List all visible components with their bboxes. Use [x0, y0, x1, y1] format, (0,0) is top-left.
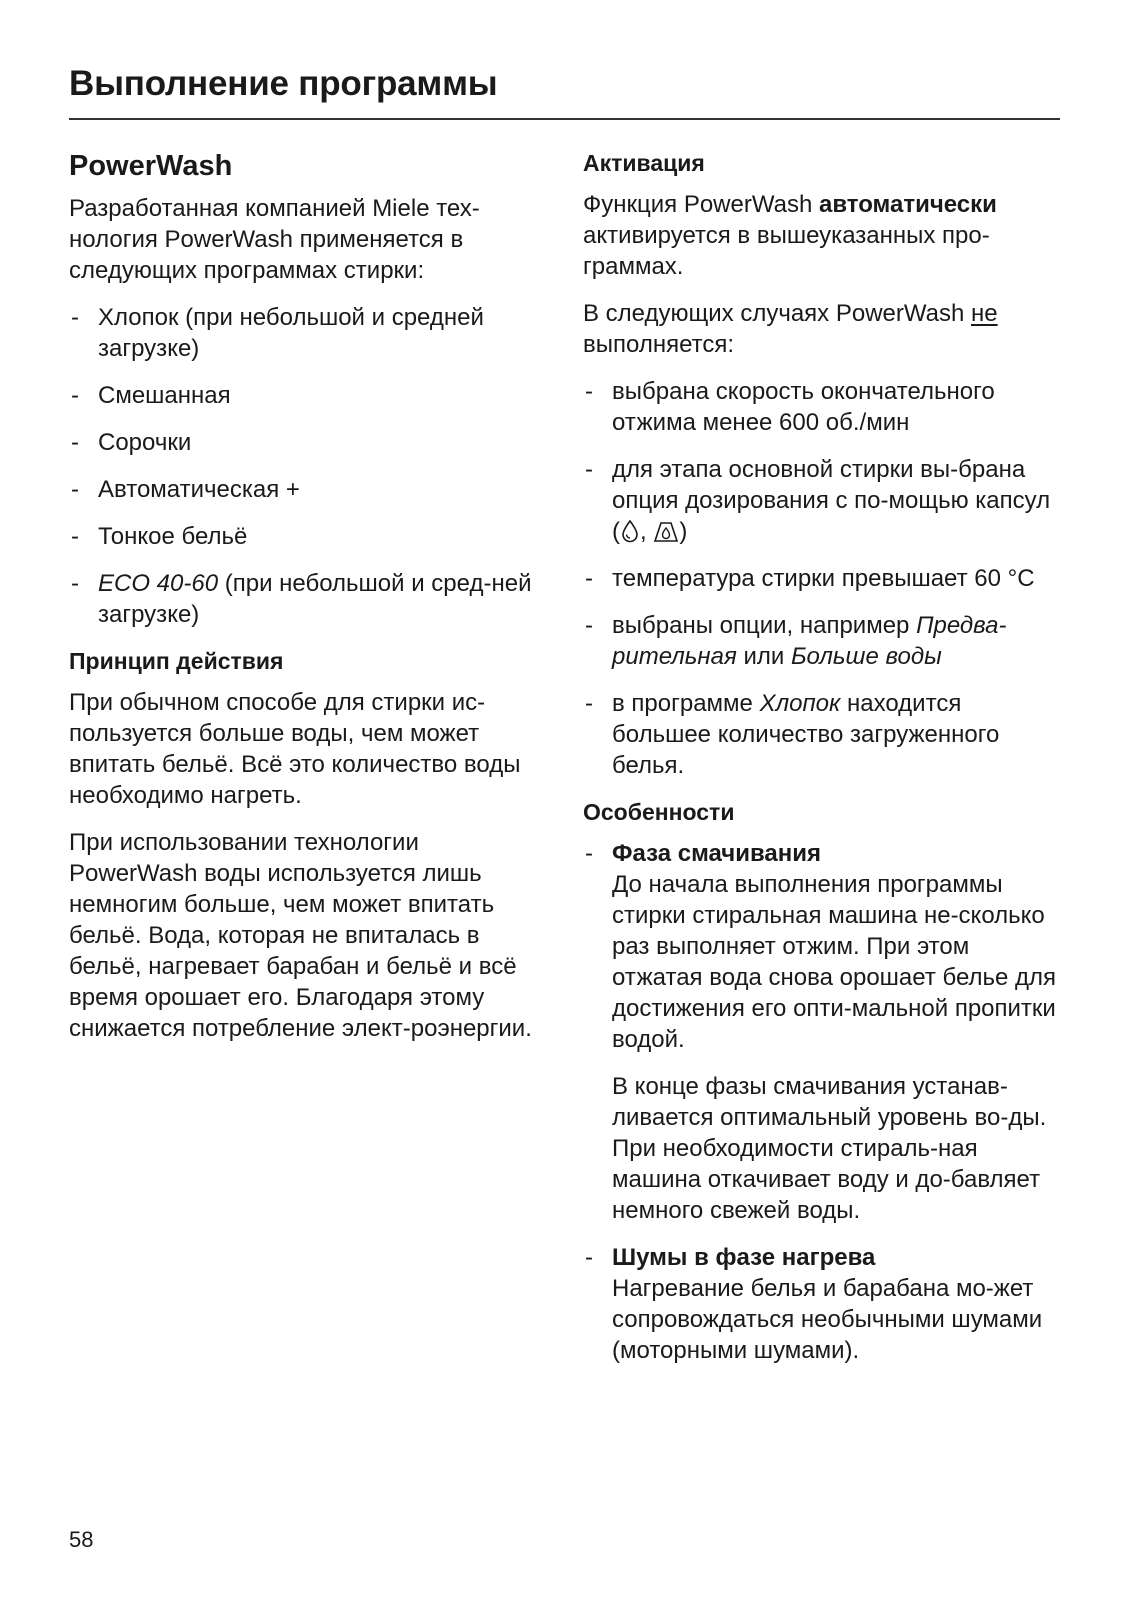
list-dash: -: [71, 382, 79, 409]
principle-paragraph-1: При обычном способе для стирки ис-пользуется больше воды, чем может впитать бельё. Всё это количество воды необходимо нагреть.: [69, 689, 521, 809]
list-dash: -: [71, 523, 79, 550]
text-run: ,: [640, 518, 654, 545]
program-list: [69, 302, 547, 630]
list-dash: -: [71, 476, 79, 503]
activation-paragraph-1: [583, 189, 1061, 282]
text-run: ): [679, 518, 688, 545]
list-item-text: (при небольшой и сред-ней загрузке): [98, 570, 532, 628]
list-dash: -: [585, 840, 593, 867]
list-dash: -: [71, 429, 79, 456]
list-dash: -: [585, 378, 593, 405]
list-item: [69, 474, 547, 505]
list-item: [583, 454, 1061, 547]
text-run: Функция PowerWash: [583, 191, 819, 218]
list-dash: -: [585, 565, 593, 592]
list-dash: -: [71, 304, 79, 331]
list-item-text: выбрана скорость окончательного отжима менее 600 об./мин: [612, 378, 995, 436]
page-number: 58: [69, 1527, 94, 1552]
capsule-detergent-icon: [653, 519, 679, 543]
features-list: [583, 838, 1061, 1366]
list-item-text: Тонкое бельё: [98, 523, 248, 550]
list-item: [69, 427, 547, 458]
section-heading-features: Особенности: [583, 799, 735, 825]
title-rule: [69, 118, 1060, 120]
program-name-italic: ECO 40-60: [98, 570, 219, 597]
list-dash: -: [71, 570, 79, 597]
list-item: [69, 568, 547, 630]
list-item: [583, 1242, 1061, 1366]
feature-paragraph: До начала выполнения программы стирки стиральная машина не-сколько раз выполняет отжим. При этом отжатая вода снова орошает белье для достижения его опти-мальной пропитки водой.: [612, 871, 1057, 1053]
list-item-text: для этапа основной стирки вы-брана опция дозирования с по-мощью капсул (: [612, 456, 1051, 545]
text-run: находится большее количество загруженного белья.: [612, 690, 1000, 779]
list-dash: -: [585, 456, 593, 483]
list-item: [583, 688, 1061, 781]
program-name-italic: Хлопок: [759, 690, 841, 717]
underlined-text: не: [971, 300, 998, 327]
option-name-italic: Больше воды: [790, 643, 942, 670]
activation-paragraph-2: [583, 298, 1061, 360]
list-item: [69, 521, 547, 552]
text-run: активируется в вышеуказанных про-граммах.: [583, 222, 990, 280]
list-item: [69, 302, 547, 364]
list-item: [583, 838, 1061, 1226]
list-dash: -: [585, 1244, 593, 1271]
text-run: или: [736, 643, 791, 670]
list-item-text: Автоматическая +: [98, 476, 300, 503]
list-dash: -: [585, 690, 593, 717]
list-item-text: Смешанная: [98, 382, 231, 409]
text-run: выбраны опции, например: [612, 612, 917, 639]
text-run: выполняется:: [583, 331, 735, 358]
list-item: [583, 563, 1061, 594]
feature-paragraph: В конце фазы смачивания устанав-ливается оптимальный уровень во-ды. При необходимости стираль-ная машина откачивает воду и до-бавляет немного свежей воды.: [612, 1073, 1047, 1224]
section-heading-activation: Активация: [583, 150, 705, 176]
section-heading-powerwash: PowerWash: [69, 150, 233, 182]
option-name-italic: Предва-рительная: [612, 612, 1007, 670]
list-dash: -: [585, 612, 593, 639]
capsule-drop-icon: [620, 519, 640, 543]
principle-paragraph-2: При использовании технологии PowerWash воды используется лишь немногим больше, чем может впитать бельё. Вода, которая не впиталась в бельё, нагревает барабан и бельё и всё время орошает его. Благодаря этому снижается потребление элект-роэнергии.: [69, 829, 532, 1042]
intro-paragraph: Разработанная компанией Miele тех-нология PowerWash применяется в следующих программах стирки:: [69, 195, 480, 284]
page-title: Выполнение программы: [69, 64, 498, 103]
list-item: [69, 380, 547, 411]
list-item: [583, 376, 1061, 438]
right-column: [583, 148, 1061, 1382]
text-run: в программе: [612, 690, 760, 717]
feature-title: Фаза смачивания: [612, 840, 822, 867]
list-item-text: Хлопок (при небольшой и средней загрузке): [98, 304, 484, 362]
feature-paragraph: Нагревание белья и барабана мо-жет сопровождаться необычными шумами (моторными шумами).: [612, 1275, 1043, 1364]
cases-list: [583, 376, 1061, 781]
left-column: [69, 148, 547, 1060]
list-item-text: Сорочки: [98, 429, 192, 456]
list-item-text: температура стирки превышает 60 °C: [612, 565, 1035, 592]
list-item: [583, 610, 1061, 672]
feature-title: Шумы в фазе нагрева: [612, 1244, 876, 1271]
bold-text: автоматически: [818, 191, 997, 218]
section-heading-principle: Принцип действия: [69, 648, 284, 674]
text-run: В следующих случаях PowerWash: [583, 300, 971, 327]
